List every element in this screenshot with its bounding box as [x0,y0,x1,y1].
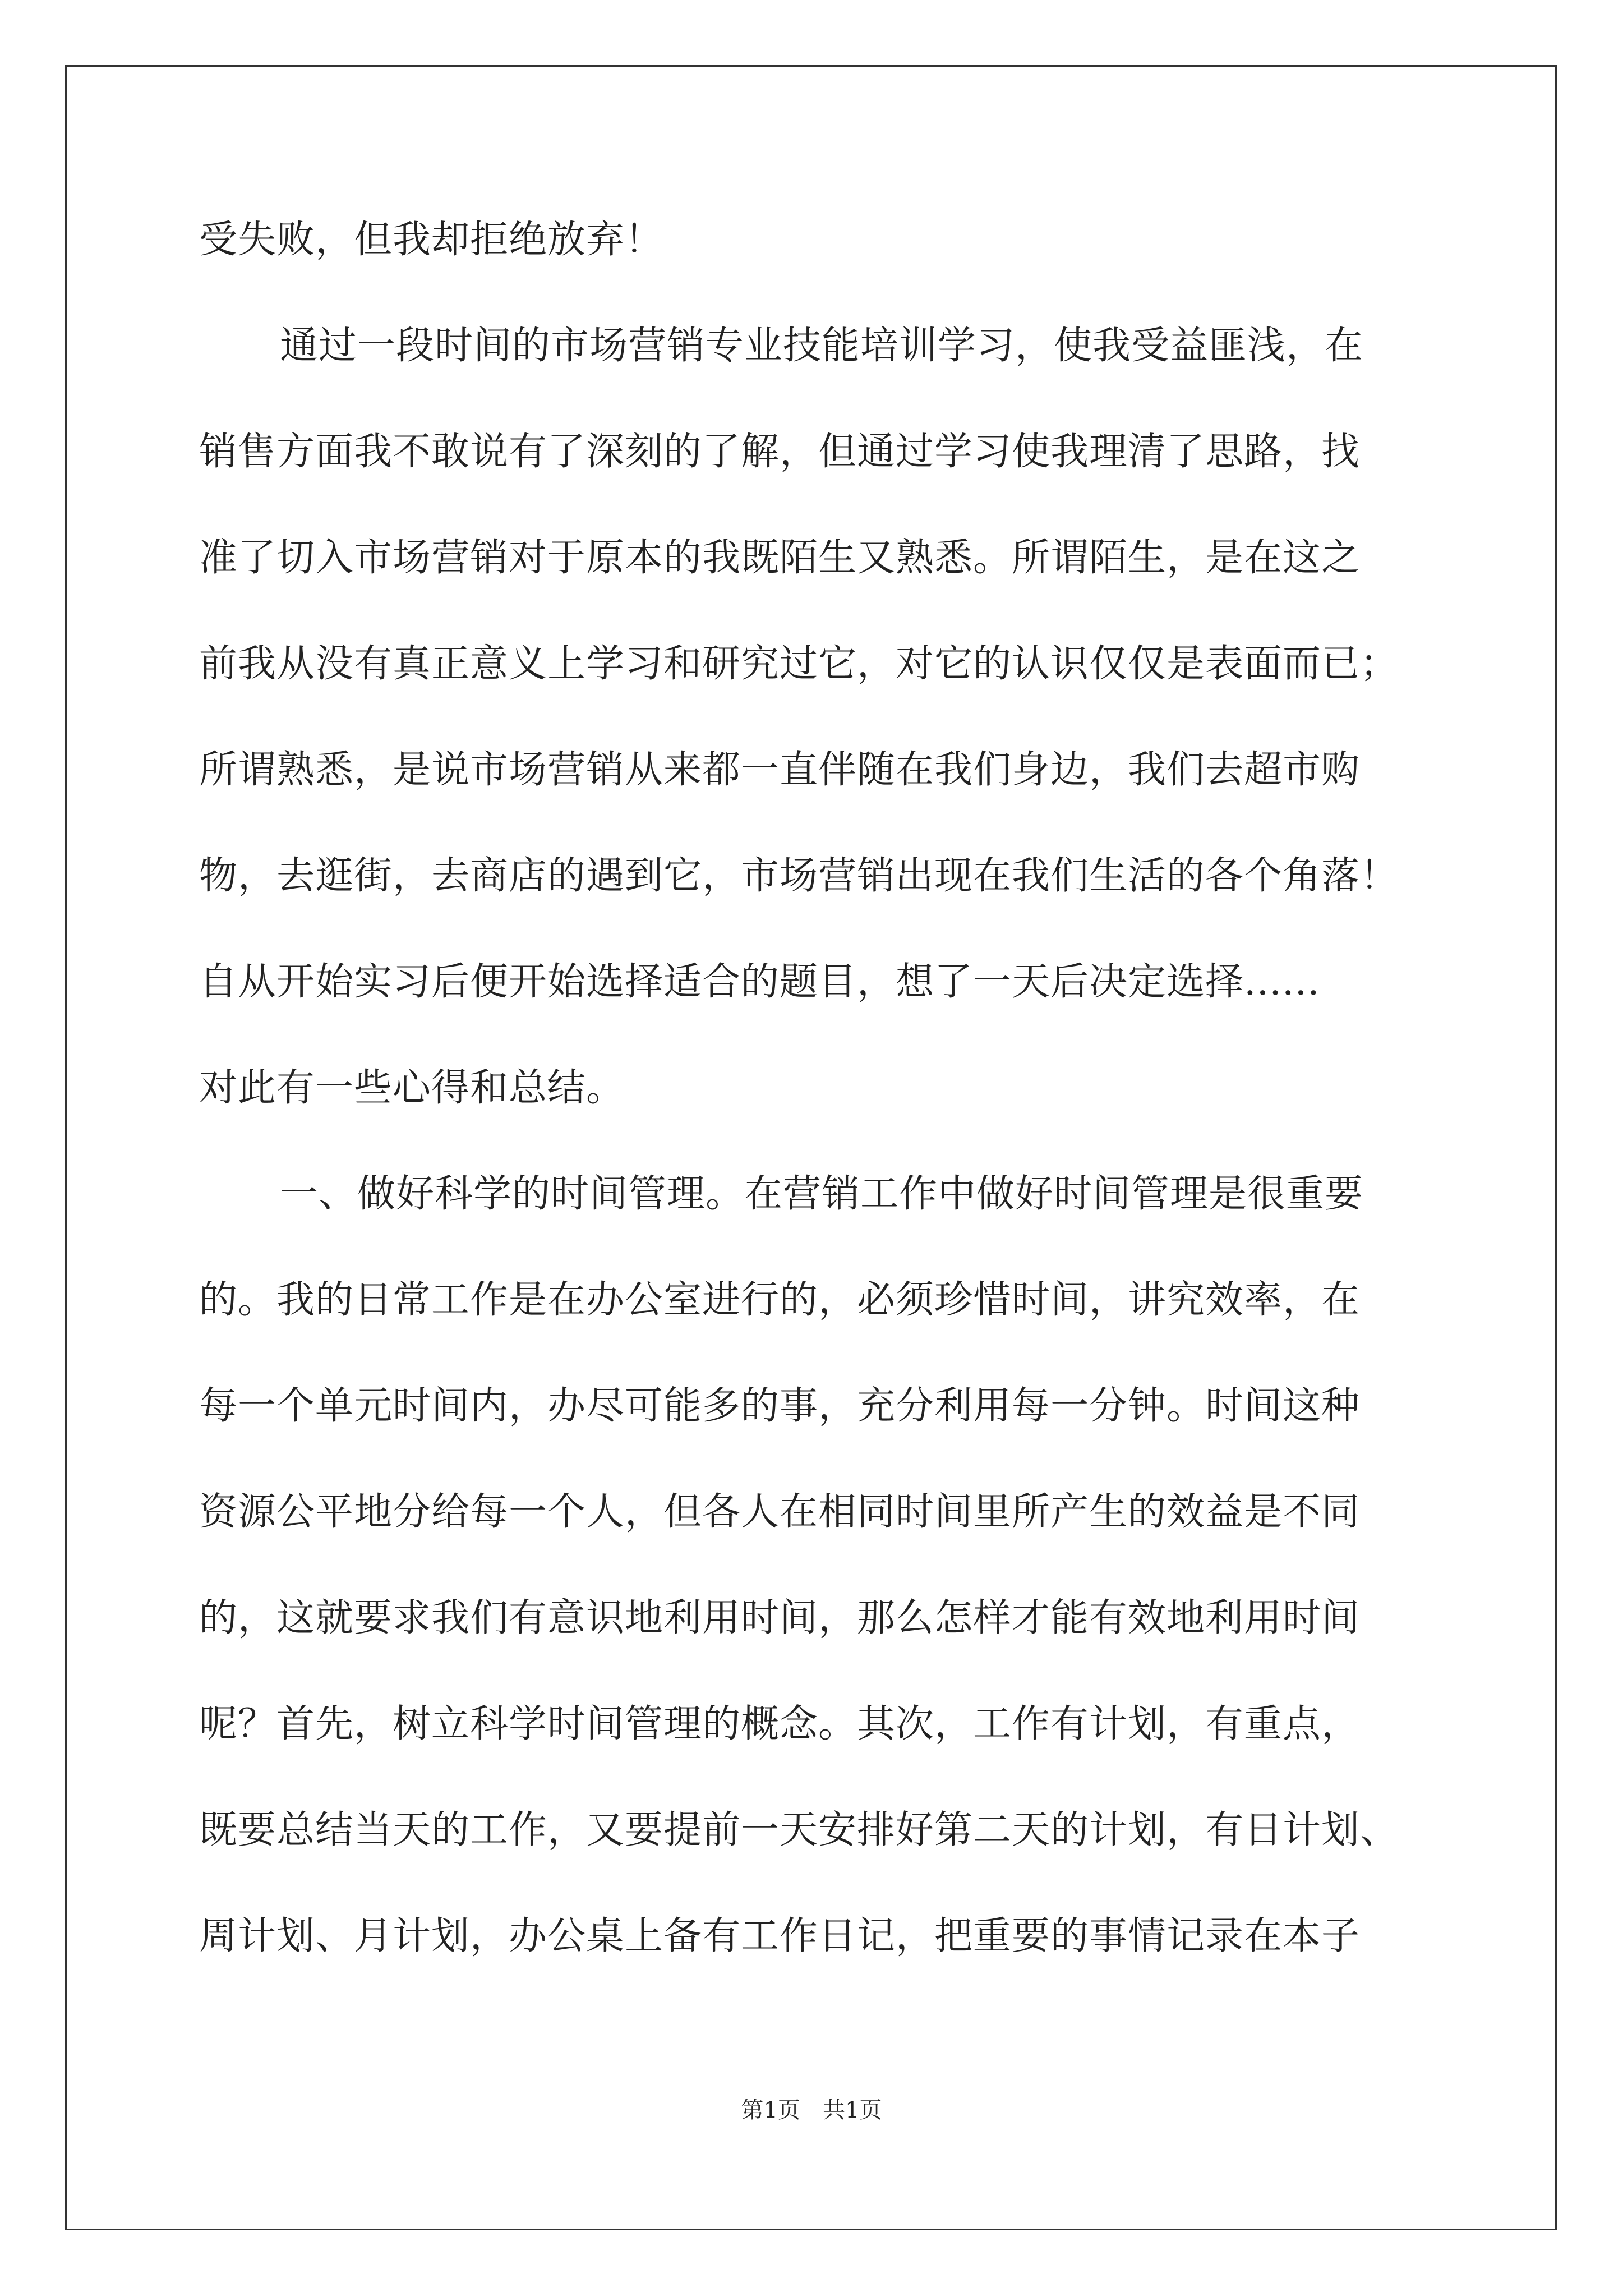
text-line: 的，这就要求我们有意识地利用时间，那么怎样才能有效地利用时间 [199,1596,1361,1640]
text-line: 物，去逛街，去商店的遇到它，市场营销出现在我们生活的各个角落！ [199,854,1399,898]
paragraph-start-line: 一、做好科学的时间管理。在营销工作中做好时间管理是很重要 [280,1172,1364,1216]
text-line: 的。我的日常工作是在办公室进行的，必须珍惜时间，讲究效率，在 [199,1278,1361,1322]
text-line: 周计划、月计划，办公桌上备有工作日记，把重要的事情记录在本子 [199,1914,1361,1958]
text-line: 呢？首先，树立科学时间管理的概念。其次，工作有计划，有重点， [199,1702,1361,1746]
text-line: 所谓熟悉，是说市场营销从来都一直伴随在我们身边，我们去超市购 [199,748,1361,792]
text-line: 前我从没有真正意义上学习和研究过它，对它的认识仅仅是表面而已； [199,642,1399,686]
page-number-footer: 第1页 共1页 [741,2097,882,2123]
text-line: 资源公平地分给每一个人，但各人在相同时间里所产生的效益是不同 [199,1490,1361,1534]
text-line: 对此有一些心得和总结。 [199,1066,625,1110]
text-line: 自从开始实习后便开始选择适合的题目，想了一天后决定选择...... [199,960,1320,1004]
text-line: 每一个单元时间内，办尽可能多的事，充分利用每一分钟。时间这种 [199,1384,1361,1428]
text-line: 准了切入市场营销对于原本的我既陌生又熟悉。所谓陌生，是在这之 [199,536,1361,580]
text-line: 销售方面我不敢说有了深刻的了解，但通过学习使我理清了思路，找 [199,430,1361,474]
document-body [199,216,1427,2018]
text-line: 既要总结当天的工作，又要提前一天安排好第二天的计划，有日计划、 [199,1808,1399,1852]
text-line: 受失败，但我却拒绝放弃！ [199,218,664,262]
paragraph-start-line: 通过一段时间的市场营销专业技能培训学习，使我受益匪浅，在 [280,324,1364,368]
